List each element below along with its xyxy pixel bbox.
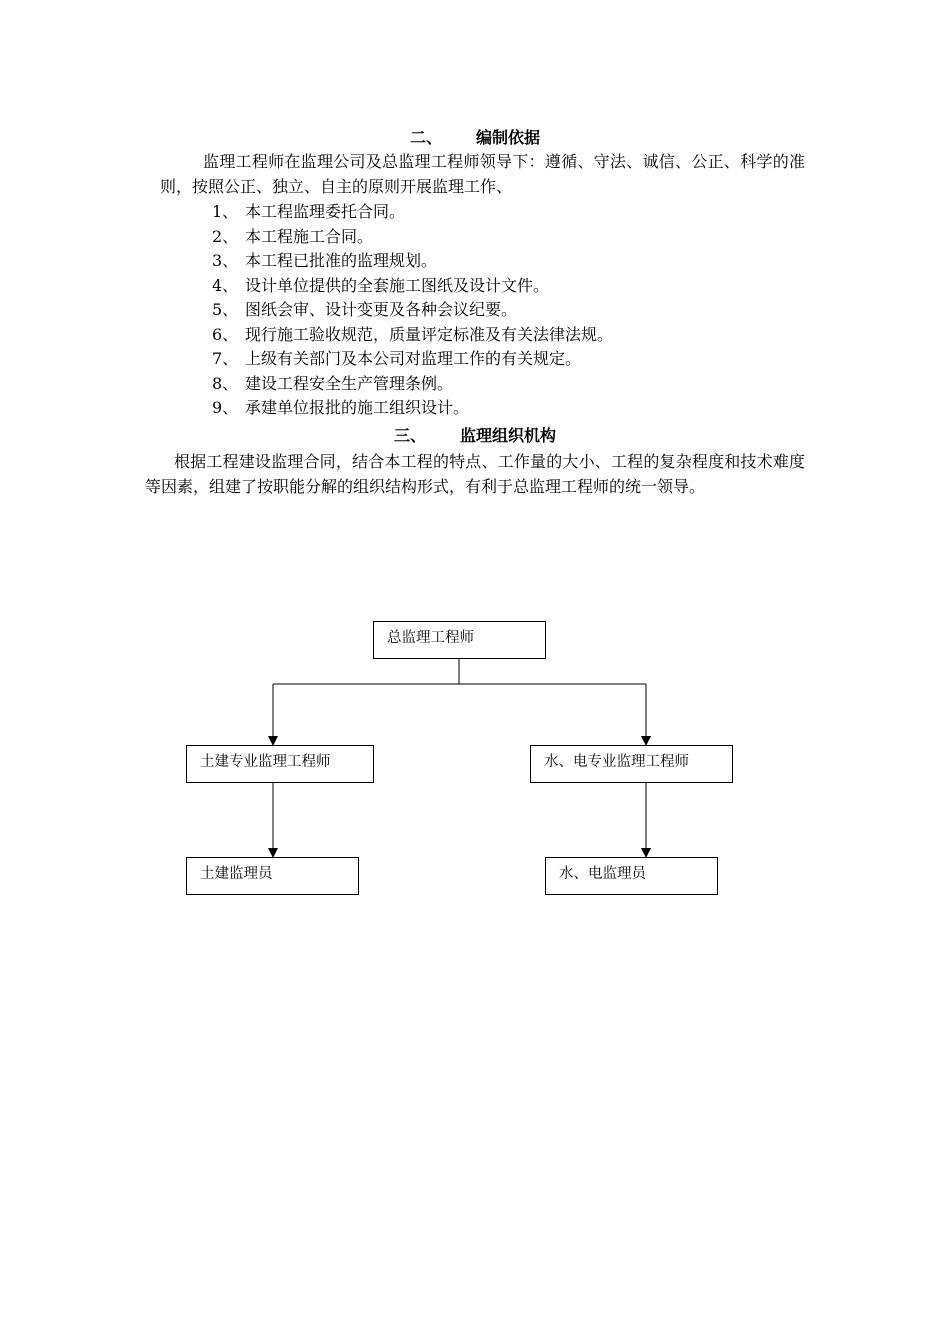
civil-supervisor-box: 土建监理员 bbox=[186, 857, 359, 895]
section-3-body: 根据工程建设监理合同，结合本工程的特点、工作量的大小、工程的复杂程度和技术难度等因素，组建了按职能分解的组织结构形式，有利于总监理工程师的统一领导。 bbox=[145, 452, 805, 496]
water-electric-supervisor-box: 水、电监理员 bbox=[545, 857, 718, 895]
list-item: 5、 图纸会审、设计变更及各种会议纪要。 bbox=[212, 300, 518, 319]
section-2-number: 二、 bbox=[409, 128, 442, 147]
list-item: 6、 现行施工验收规范，质量评定标准及有关法律法规。 bbox=[212, 324, 614, 344]
list-item: 7、 上级有关部门及本公司对监理工作的有关规定。 bbox=[212, 349, 582, 368]
list-item: 8、 建设工程安全生产管理条例。 bbox=[212, 373, 454, 393]
section-2-title: 编制依据 bbox=[475, 128, 540, 147]
water-electric-engineer-box: 水、电专业监理工程师 bbox=[530, 745, 733, 783]
list-item: 4、 设计单位提供的全套施工图纸及设计文件。 bbox=[212, 275, 550, 295]
civil-engineer-box: 土建专业监理工程师 bbox=[186, 745, 374, 783]
section-3-title: 监理组织机构 bbox=[459, 426, 556, 445]
section-3-number: 三、 bbox=[393, 426, 426, 445]
list-item: 2、 本工程施工合同。 bbox=[212, 226, 374, 246]
section-2-intro: 监理工程师在监理公司及总监理工程师领导下：遵循、守法、诚信、公正、科学的准则，按照公正、独立、自主的原则开展监理工作、 bbox=[160, 152, 805, 196]
list-item: 9、 承建单位报批的施工组织设计。 bbox=[212, 398, 470, 417]
list-item: 1、 本工程监理委托合同。 bbox=[212, 202, 406, 221]
list-item: 3、 本工程已批准的监理规划。 bbox=[212, 251, 438, 270]
chief-engineer-box: 总监理工程师 bbox=[373, 621, 546, 659]
